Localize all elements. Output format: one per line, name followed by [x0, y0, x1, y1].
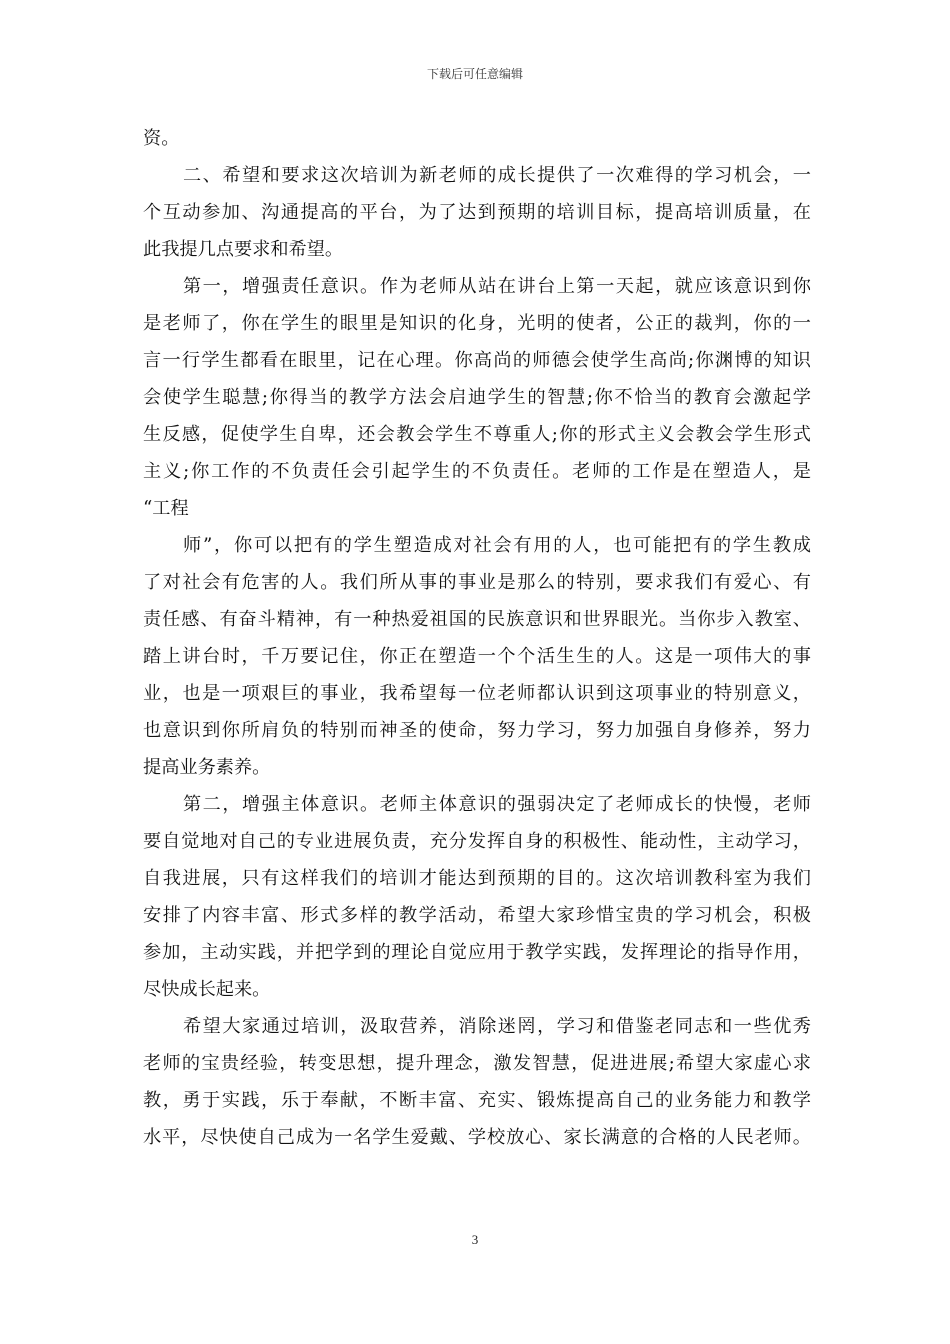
text-line: 此我提几点要求和希望。 — [143, 239, 344, 260]
text-line: 第一，增强责任意识。作为老师从站在讲台上第一天起，就应该意识到你 — [183, 276, 811, 297]
text-line: 第二，增强主体意识。老师主体意识的强弱决定了老师成长的快慢，老师 — [183, 794, 811, 815]
text-line: 也意识到你所肩负的特别而神圣的使命，努力学习，努力加强自身修养，努力 — [143, 720, 811, 741]
text-line: 言一行学生都看在眼里，记在心理。你高尚的师德会使学生高尚;你渊博的知识 — [143, 350, 811, 371]
text-line: 主义;你工作的不负责任会引起学生的不负责任。老师的工作是在塑造人，是 — [143, 461, 811, 482]
text-line: 参加，主动实践，并把学到的理论自觉应用于教学实践，发挥理论的指导作用， — [143, 942, 811, 963]
text-line: 尽快成长起来。 — [143, 979, 271, 1000]
text-line: 希望大家通过培训，汲取营养，消除迷罔，学习和借鉴老同志和一些优秀 — [183, 1016, 811, 1037]
text-line: 生反感，促使学生自卑，还会教会学生不尊重人;你的形式主义会教会学生形式 — [143, 424, 811, 445]
text-line: 责任感、有奋斗精神，有一种热爱祖国的民族意识和世界眼光。当你步入教室、 — [143, 609, 811, 630]
text-line: 水平，尽快使自己成为一名学生爱戴、学校放心、家长满意的合格的人民老师。 — [143, 1127, 811, 1148]
text-line: 业，也是一项艰巨的事业，我希望每一位老师都认识到这项事业的特别意义， — [143, 683, 811, 704]
page-header: 下载后可任意编辑 — [426, 67, 523, 81]
text-line: 教，勇于实践，乐于奉献，不断丰富、充实、锻炼提高自己的业务能力和教学 — [143, 1090, 811, 1111]
text-line: “工程 — [143, 498, 189, 519]
text-line: 师”，你可以把有的学生塑造成对社会有用的人，也可能把有的学生教成 — [183, 535, 811, 556]
text-line: 自我进展，只有这样我们的培训才能达到预期的目的。这次培训教科室为我们 — [143, 868, 811, 889]
text-line: 安排了内容丰富、形式多样的教学活动，希望大家珍惜宝贵的学习机会，积极 — [143, 905, 811, 926]
document-body — [143, 120, 811, 1156]
text-line: 会使学生聪慧;你得当的教学方法会启迪学生的智慧;你不恰当的教育会激起学 — [143, 387, 811, 408]
text-line: 个互动参加、沟通提高的平台，为了达到预期的培训目标，提高培训质量，在 — [143, 202, 811, 223]
text-line: 老师的宝贵经验，转变思想，提升理念，激发智慧，促进进展;希望大家虚心求 — [143, 1053, 811, 1074]
text-line: 要自觉地对自己的专业进展负责，充分发挥自身的积极性、能动性，主动学习， — [143, 831, 811, 852]
text-line: 了对社会有危害的人。我们所从事的事业是那么的特别，要求我们有爱心、有 — [143, 572, 811, 593]
text-line: 二、希望和要求这次培训为新老师的成长提供了一次难得的学习机会，一 — [183, 165, 811, 186]
page-number: 3 — [471, 1232, 479, 1247]
text-line: 是老师了，你在学生的眼里是知识的化身，光明的使者，公正的裁判，你的一 — [143, 313, 811, 334]
text-line: 资。 — [143, 128, 180, 149]
text-line: 踏上讲台时，千万要记住，你正在塑造一个个活生生的人。这是一项伟大的事 — [143, 646, 811, 667]
text-line: 提高业务素养。 — [143, 757, 271, 778]
